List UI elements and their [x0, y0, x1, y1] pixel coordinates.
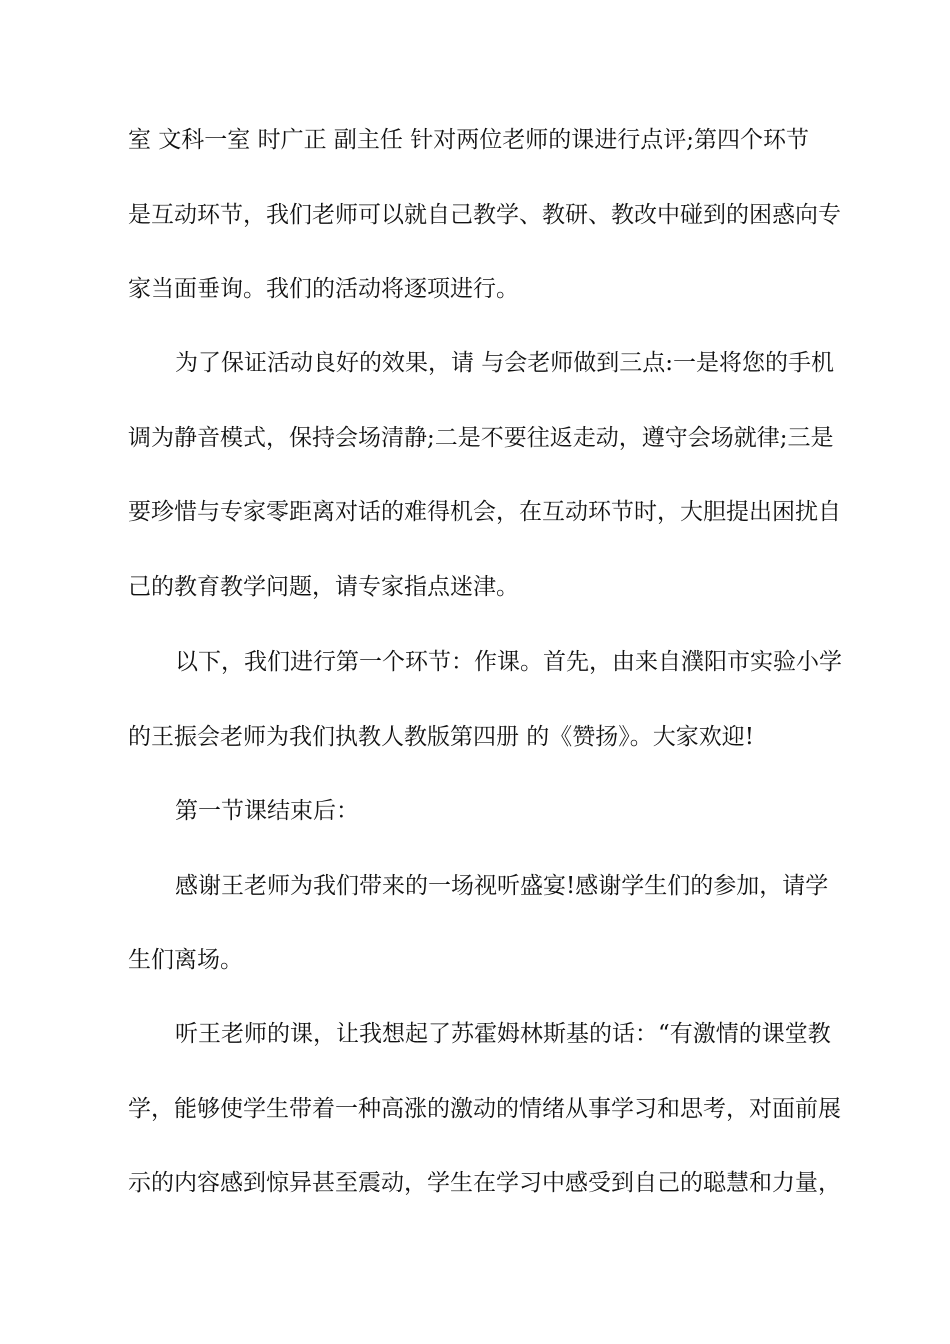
text-line-5: 调为静音模式，保持会场清静;二是不要往返走动，遵守会场就律;三是 [128, 425, 834, 451]
text-line-7: 己的教育教学问题，请专家指点迷津。 [128, 574, 519, 600]
text-line-4: 为了保证活动良好的效果，请 与会老师做到三点:一是将您的手机 [175, 350, 835, 376]
text-line-3: 家当面垂询。我们的活动将逐项进行。 [128, 276, 519, 302]
text-line-6: 要珍惜与专家零距离对话的难得机会，在互动环节时，大胆提出困扰自 [128, 499, 841, 525]
text-line-13: 听王老师的课，让我想起了苏霍姆林斯基的话：“有激情的课堂教 [175, 1021, 831, 1047]
text-line-8: 以下，我们进行第一个环节：作课。首先，由来自濮阳市实验小学 [175, 649, 842, 675]
text-line-15: 示的内容感到惊异甚至震动，学生在学习中感受到自己的聪慧和力量， [128, 1170, 841, 1196]
text-line-11: 感谢王老师为我们带来的一场视听盛宴!感谢学生们的参加，请学 [175, 873, 829, 899]
text-line-12: 生们离场。 [128, 947, 243, 973]
text-line-9: 的王振会老师为我们执教人教版第四册 的《赞扬》。大家欢迎! [128, 724, 755, 750]
text-line-1: 室 文科一室 时广正 副主任 针对两位老师的课进行点评;第四个环节 [128, 127, 809, 153]
text-line-2: 是互动环节，我们老师可以就自己教学、教研、教改中碰到的困惑向专 [128, 202, 841, 228]
text-line-14: 学，能够使学生带着一种高涨的激动的情绪从事学习和思考，对面前展 [128, 1096, 841, 1122]
text-line-10: 第一节课结束后： [175, 798, 359, 824]
